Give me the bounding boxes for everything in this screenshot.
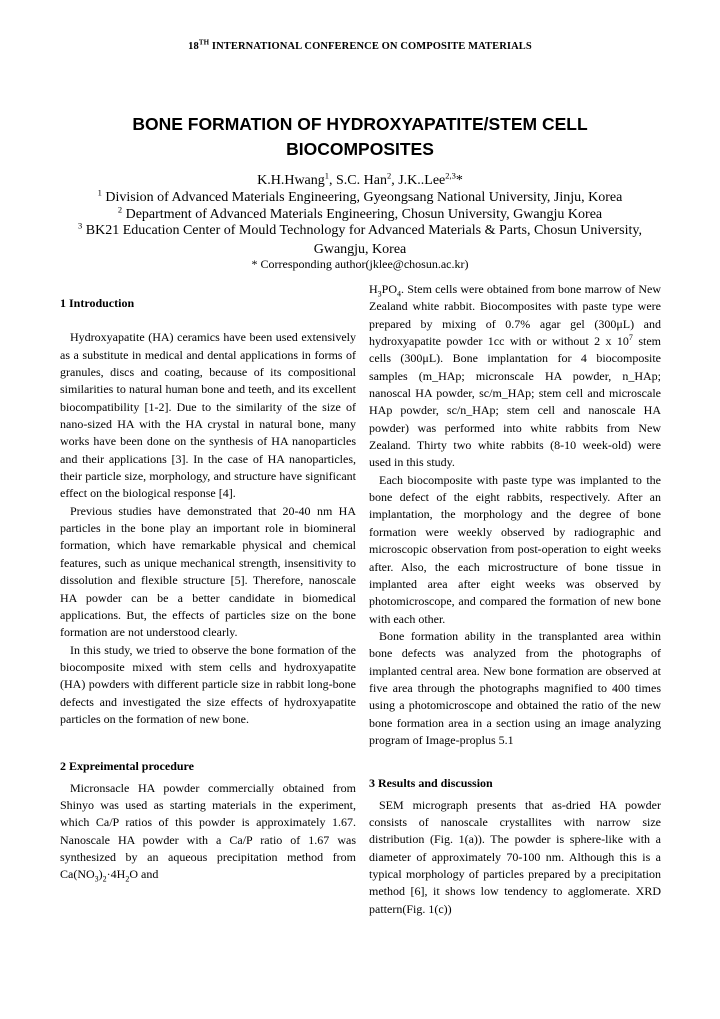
corresponding-author: * Corresponding author(jklee@chosun.ac.kr) (251, 257, 469, 271)
intro-paragraph-2: Previous studies have demonstrated that 20-40 nm HA particles in the bone play an important role in biomineral formation, which have remarkable physical and chemical features, such as unique mechanical strength, insensitivity to dissolution and flexible structure [5]. Therefore, nanoscale HA powder can be a better candidate in biomedical applications. But, the effects of particles size on the bone formation are not understood clearly. (60, 503, 356, 640)
intro-paragraph-1: Hydroxyapatite (HA) ceramics have been used extensively as a substitute in medical and dental applications in forms of granules, discs and coating, because of its compositional similarities to natural human bone and teeth, and its excellent biocompatibility [1-2]. Due to the similarity of the size of nano-sized HA with the HA crystal in natural bone, many works have been done on the synthesis of HA nanoparticles and their applications [3]. In the case of HA nanoparticles, their particle size, morphology, and structure have significant effect on the biological response [4]. (60, 330, 356, 501)
author-list: K.H.Hwang$^1$, S.C. Han$^2$, J.K..Lee$^{2,3}$* (257, 170, 463, 188)
affiliation-1: $^1$ Division of Advanced Materials Engineering, Gyeongsang National University, Jinju, Korea (97, 187, 623, 205)
experimental-paragraph-1-continued: $H_3PO_4$. Stem cells were obtained from bone marrow of New Zealand white rabbit. Biocomposites with paste type were prepared by mixing of 0.7% agar gel (300μL) and hydroxyapatite powder 1cc with or without 2 x $10^7$ stem cells (300μL). Bone implantation for 4 biocomposite samples (m_HAp; micronscale HA powder, n_HAp; nanoscal HA powder, sc/m_HAp; stem cell and microscale HAp powder, sc/n_HAp; stem cell and nanoscale HA powder) was performed into white rabbits from New Zealand. Thirty two white rabbits (8-10 week-old) were used in this study. (369, 282, 661, 470)
paper-title (60, 112, 660, 162)
section-heading-results: 3 Results and discussion (369, 776, 493, 791)
results-paragraph-1: SEM micrograph presents that as-dried HA powder consists of nanoscale crystallites with narrow size distribution (Fig. 1(a)). The powder is sphere-like with a diameter of approximately 70-100 nm. Although this is a typical morphology of particles prepared by a precipitation method [6], it shows low tendency to agglomerate. XRD pattern(Fig. 1(c)) (369, 797, 661, 916)
intro-paragraph-3: In this study, we tried to observe the bone formation of the biocomposite mixed with stem cells and hydroxyapatite (HA) powders with different particle size in rabbit long-bone defects and investigated the size effects of hydroxyapatite particles on the formation of new bone. (60, 642, 356, 726)
title-line-1: BONE FORMATION OF HYDROXYAPATITE/STEM CELL (132, 114, 588, 134)
right-column (369, 281, 661, 918)
section-heading-experimental: 2 Expreimental procedure (60, 759, 194, 774)
experimental-paragraph-3: Bone formation ability in the transplanted area within bone defects was analyzed from the photographs of implanted central area. New bone formation are observed at five area through the photographs magnified to 400 times using a photomicroscope and obtained the ratio of the new bone formation area in a section using an image analyzing program of Image-proplus 5.1 (369, 628, 661, 747)
conference-header: 18TH INTERNATIONAL CONFERENCE ON COMPOSITE MATERIALS (188, 38, 532, 52)
affiliation-2: $^2$ Department of Advanced Materials Engineering, Chosun University, Gwangju Korea (117, 204, 603, 222)
experimental-paragraph-2: Each biocomposite with paste type was implanted to the bone defect of the eight rabbits, respectively. After an implantation, the morphology and the degree of bone formation were weekly observed by radiographic and microscopic observation from post-operation to eight weeks after. Also, the each microstructure of bone tissue in implanted area after eight weeks was observed by photomicroscope, and compared the formation of new bone with each other. (369, 472, 661, 626)
affiliation-3: $^3$ BK21 Education Center of Mould Technology for Advanced Materials & Parts, Chosun University, Gwangju, Korea (78, 220, 642, 257)
experimental-paragraph-1: Micronsacle HA powder commercially obtained from Shinyo was used as starting materials in the experiment, which Ca/P ratios of this powder is approximately 1.67. Nanoscale HA powder with a Ca/P ratio of 1.67 was synthesized by an aqueous precipitation method from $Ca(NO_3)_2\cdot 4H_2O$ and (60, 780, 356, 884)
left-column (60, 295, 356, 884)
title-line-2: BIOCOMPOSITES (286, 139, 434, 159)
section-heading-introduction: 1 Introduction (60, 296, 135, 310)
